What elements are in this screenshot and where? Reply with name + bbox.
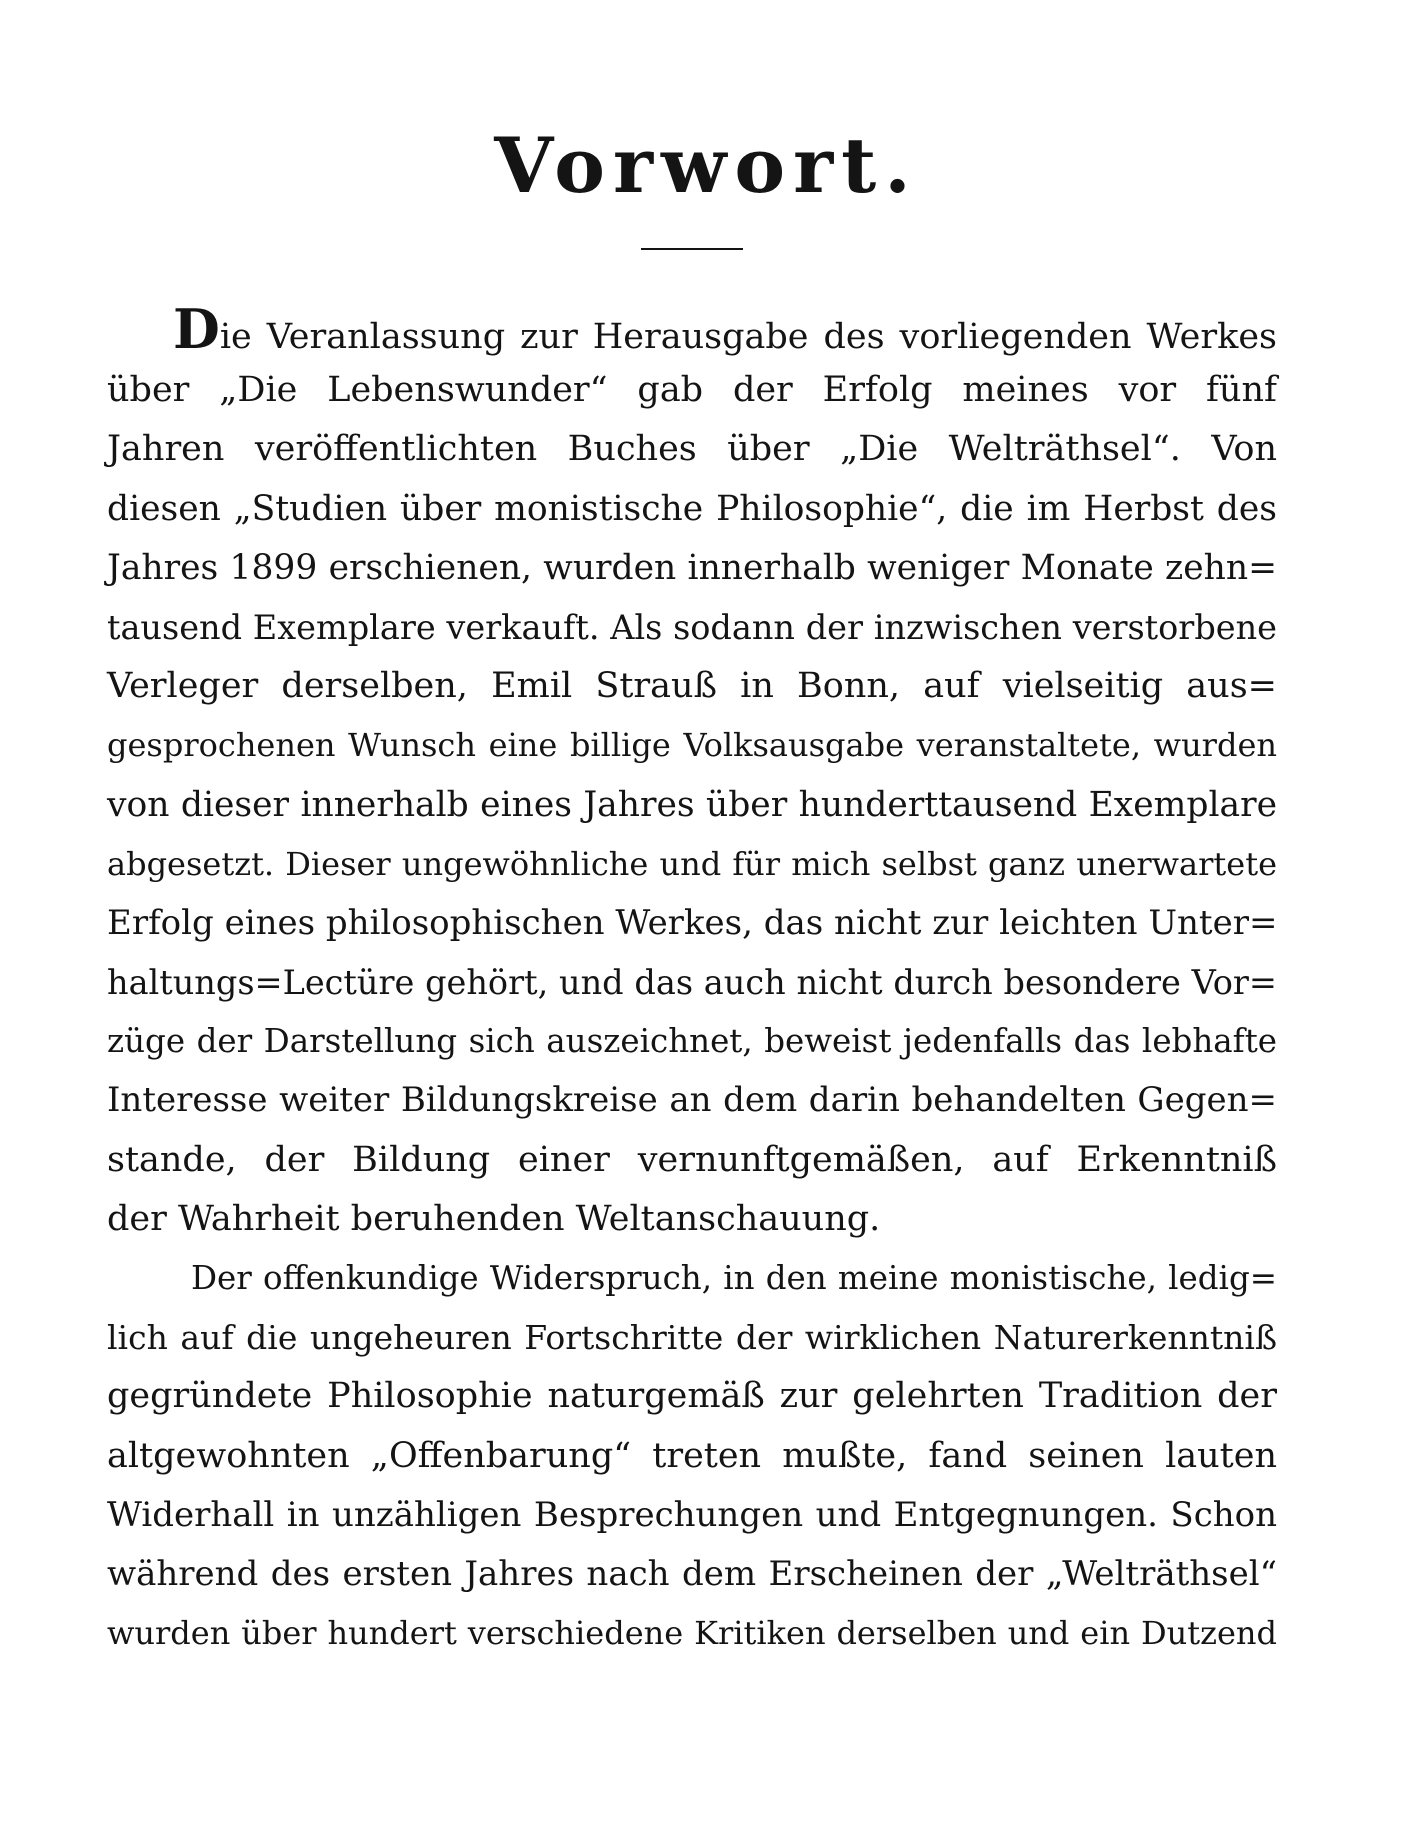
text-line: lich auf die ungeheuren Fortschritte der wirklichen Naturerkenntniß — [107, 1318, 1277, 1358]
title-divider — [641, 248, 743, 250]
text-line: Widerhall in unzähligen Besprechungen und Entgegnungen. Schon — [107, 1494, 1277, 1535]
text-line: Interesse weiter Bildungskreise an dem darin behandelten Gegen= — [107, 1080, 1277, 1121]
text-line: der Wahrheit beruhenden Weltanschauung. — [107, 1198, 881, 1239]
text-line: während des ersten Jahres nach dem Erscheinen der „Welträthsel“ — [107, 1553, 1277, 1594]
text-line: abgesetzt. Dieser ungewöhnliche und für mich selbst ganz unerwartete — [107, 844, 1277, 883]
line-text: ie Veranlassung zur Herausgabe des vorliegenden Werkes — [219, 317, 1277, 357]
text-line: gesprochenen Wunsch eine billige Volksausgabe veranstaltete, wurden — [107, 726, 1277, 765]
text-line: altgewohnten „Offenbarung“ treten mußte, fand seinen lauten — [107, 1435, 1277, 1476]
text-line: stande, der Bildung einer vernunftgemäßen, auf Erkenntniß — [107, 1139, 1277, 1180]
text-line: Erfolg eines philosophischen Werkes, das nicht zur leichten Unter= — [107, 902, 1278, 943]
text-line: wurden über hundert verschiedene Kritiken derselben und ein Dutzend — [107, 1614, 1277, 1653]
text-line: gegründete Philosophie naturgemäß zur gelehrten Tradition der — [107, 1376, 1277, 1417]
text-line: Jahren veröffentlichten Buches über „Die Welträthsel“. Von — [107, 429, 1277, 470]
body-text — [107, 297, 1278, 1663]
drop-cap: D — [173, 297, 220, 361]
text-line: von dieser innerhalb eines Jahres über hunderttausend Exemplare — [107, 784, 1277, 825]
text-line: Jahres 1899 erschienen, wurden innerhalb weniger Monate zehn= — [107, 547, 1277, 588]
text-line: haltungs=Lectüre gehört, und das auch nicht durch besondere Vor= — [107, 963, 1277, 1003]
text-line — [107, 297, 1277, 361]
text-line: züge der Darstellung sich auszeichnet, beweist jedenfalls das lebhafte — [107, 1022, 1277, 1061]
text-line: über „Die Lebenswunder“ gab der Erfolg meines vor fünf — [107, 370, 1277, 411]
text-line: Der offenkundige Widerspruch, in den meine monistische, ledig= — [191, 1259, 1277, 1297]
text-line: diesen „Studien über monistische Philosophie“, die im Herbst des — [107, 488, 1277, 529]
text-line: tausend Exemplare verkauft. Als sodann der inzwischen verstorbene — [107, 607, 1277, 647]
page-title: Vorwort. — [494, 121, 919, 210]
text-line: Verleger derselben, Emil Strauß in Bonn, auf vielseitig aus= — [107, 666, 1277, 707]
